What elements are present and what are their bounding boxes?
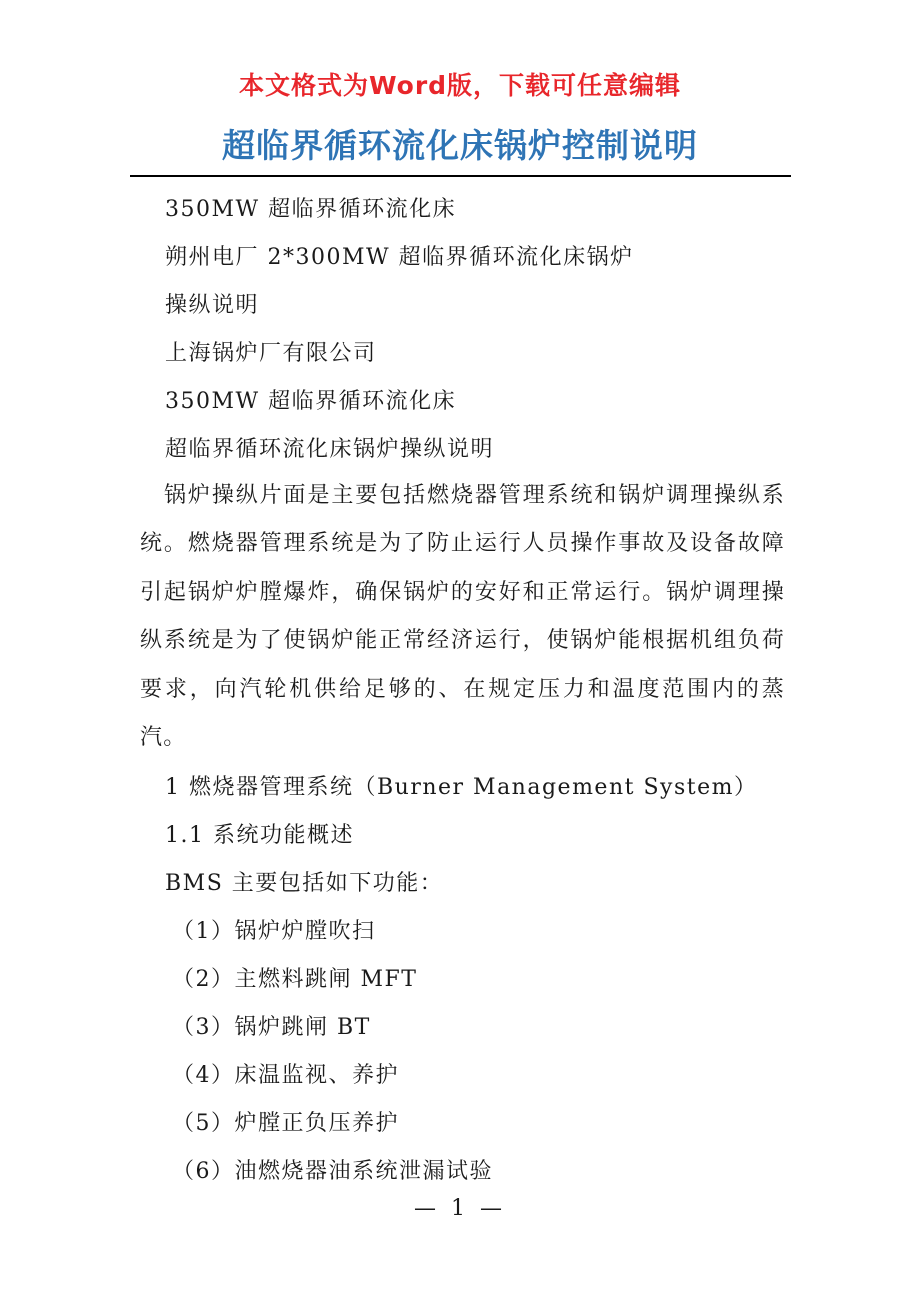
header-line: 超临界循环流化床锅炉操纵说明 bbox=[165, 437, 495, 462]
function-item: （3）锅炉跳闸 BT bbox=[172, 1015, 371, 1040]
header-line: 朔州电厂 2*300MW 超临界循环流化床锅炉 bbox=[165, 245, 634, 270]
section-heading: 1 燃烧器管理系统（Burner Management System） bbox=[165, 775, 758, 800]
function-item: （4）床温监视、养护 bbox=[172, 1063, 399, 1088]
page-number: — 1 — bbox=[414, 1196, 506, 1221]
function-item: （6）油燃烧器油系统泄漏试验 bbox=[172, 1159, 493, 1184]
header-line: 350MW 超临界循环流化床 bbox=[165, 389, 457, 414]
header-line: 350MW 超临界循环流化床 bbox=[165, 197, 457, 222]
function-item: （2）主燃料跳闸 MFT bbox=[172, 967, 418, 992]
document-title: 超临界循环流化床锅炉控制说明 bbox=[222, 126, 698, 165]
header-line: 上海锅炉厂有限公司 bbox=[165, 341, 377, 366]
intro-paragraph: 锅炉操纵片面是主要包括燃烧器管理系统和锅炉调理操纵系统。燃烧器管理系统是为了防止运行人员操作事故及设备故障引起锅炉炉膛爆炸，确保锅炉的安好和正常运行。锅炉调理操纵系统是为了使锅炉能正常经济运行，使锅炉能根据机组负荷要求，向汽轮机供给足够的、在规定压力和温度范围内的蒸汽。 bbox=[140, 483, 785, 751]
subsection-heading: 1.1 系统功能概述 bbox=[165, 823, 354, 848]
header-line: 操纵说明 bbox=[165, 293, 260, 318]
bms-intro: BMS 主要包括如下功能： bbox=[165, 871, 444, 896]
title-divider bbox=[130, 175, 791, 177]
function-item: （1）锅炉炉膛吹扫 bbox=[172, 919, 376, 944]
download-banner: 本文格式为Word版，下载可任意编辑 bbox=[238, 71, 682, 100]
function-item: （5）炉膛正负压养护 bbox=[172, 1111, 399, 1136]
